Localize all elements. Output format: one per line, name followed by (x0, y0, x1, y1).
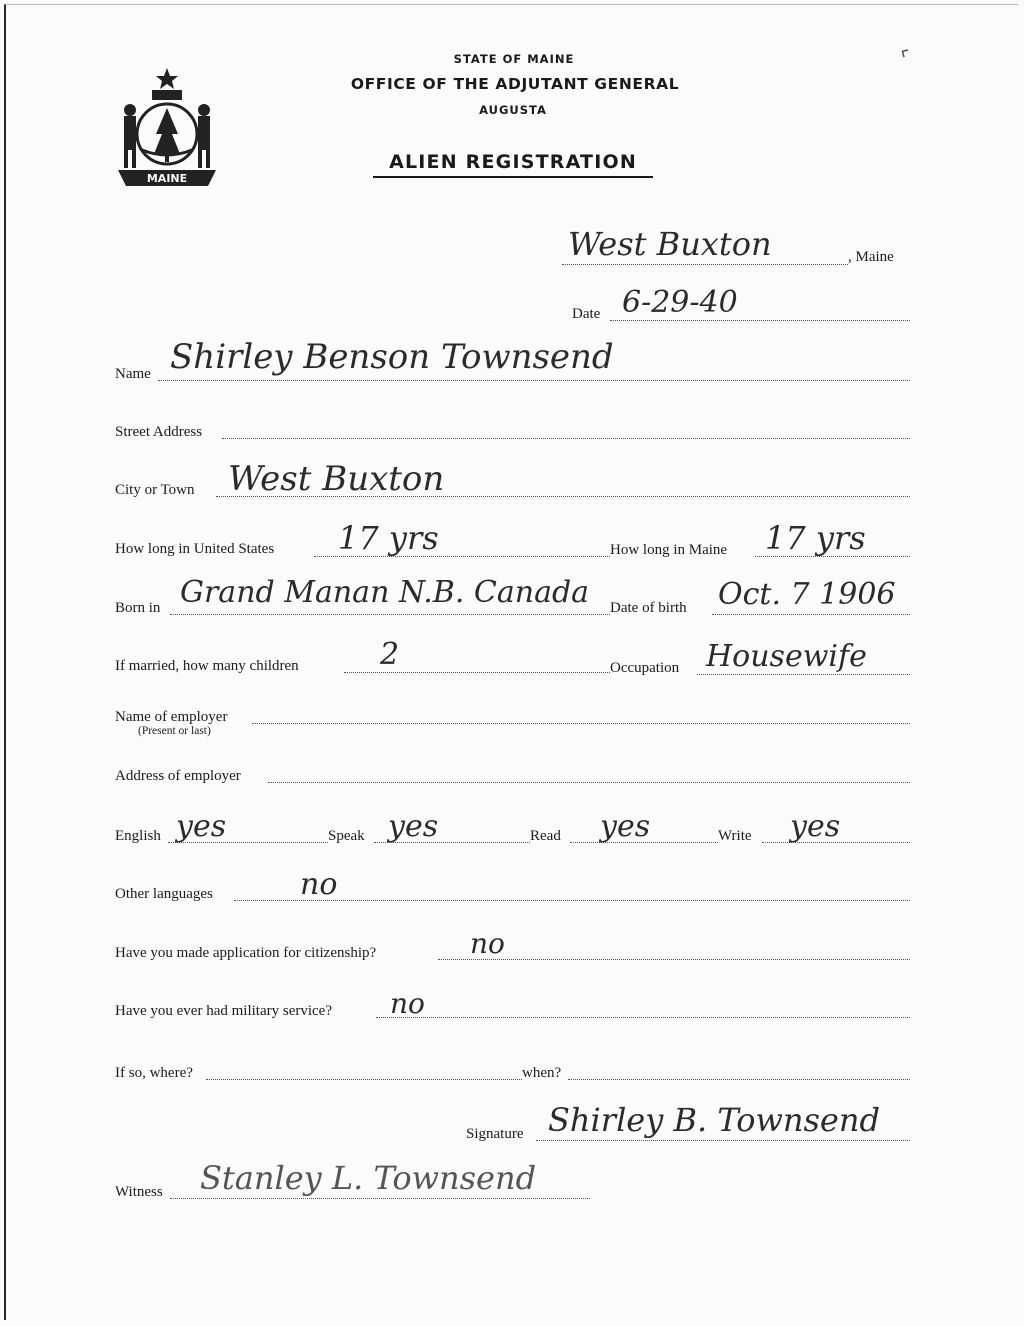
read-label: Read (530, 828, 561, 844)
write-label: Write (718, 828, 752, 844)
town-line (562, 264, 848, 265)
military-value: no (390, 987, 425, 1020)
signature-label: Signature (466, 1126, 524, 1142)
street-label: Street Address (115, 424, 203, 440)
maine-years-label: How long in Maine (610, 542, 728, 558)
when-line (568, 1079, 910, 1080)
speak-value: yes (388, 809, 439, 844)
seal-text: MAINE (146, 172, 188, 185)
write-value: yes (790, 809, 841, 844)
born-value: Grand Manan N.B. Canada (180, 575, 590, 610)
date-label: Date (572, 306, 601, 322)
date-value: 6-29-40 (622, 285, 738, 320)
occupation-label: Occupation (610, 660, 680, 676)
employer-line (252, 723, 910, 724)
speak-label: Speak (328, 828, 365, 844)
dob-label: Date of birth (610, 600, 687, 616)
employer-address-label: Address of employer (115, 768, 241, 784)
employer-address-line (268, 782, 910, 783)
signature-value: Shirley B. Townsend (548, 1101, 880, 1139)
us-years-value: 17 yrs (338, 519, 439, 557)
witness-label: Witness (115, 1184, 163, 1200)
dob-line (712, 614, 910, 615)
children-line (344, 672, 610, 673)
town-value: West Buxton (568, 225, 772, 263)
born-line (170, 614, 610, 615)
occupation-line (697, 674, 910, 675)
date-line (610, 320, 910, 321)
employer-label: Name of employer (115, 709, 228, 725)
children-label: If married, how many children (115, 658, 299, 674)
english-label: English (115, 828, 161, 844)
citizenship-line (438, 959, 910, 960)
street-line (222, 438, 910, 439)
header-state: STATE OF MAINE (453, 52, 575, 66)
when-label: when? (522, 1065, 562, 1081)
military-line (376, 1017, 910, 1018)
header-office: OFFICE OF THE ADJUTANT GENERAL (350, 75, 680, 93)
dob-value: Oct. 7 1906 (718, 577, 896, 612)
witness-value: Stanley L. Townsend (200, 1159, 537, 1197)
citizenship-label: Have you made application for citizenship? (115, 945, 377, 961)
read-value: yes (600, 809, 651, 844)
town-suffix: , Maine (848, 249, 894, 265)
signature-line (536, 1140, 910, 1141)
city-label: City or Town (115, 482, 195, 498)
name-line (158, 380, 910, 381)
name-value: Shirley Benson Townsend (170, 337, 614, 377)
maine-years-value: 17 yrs (765, 519, 866, 557)
english-value: yes (176, 809, 227, 844)
header-city: AUGUSTA (479, 103, 547, 117)
us-years-label: How long in United States (115, 541, 275, 557)
where-label: If so, where? (115, 1065, 193, 1081)
form-title: ALIEN REGISTRATION (373, 151, 653, 178)
faded-stamp (745, 1238, 985, 1256)
military-label: Have you ever had military service? (115, 1003, 332, 1019)
children-value: 2 (380, 637, 400, 672)
where-line (206, 1079, 522, 1080)
employer-sublabel: (Present or last) (138, 725, 211, 737)
witness-line (170, 1198, 590, 1199)
born-label: Born in (115, 600, 161, 616)
other-languages-label: Other languages (115, 886, 213, 902)
check-mark-icon: ⌜ (899, 47, 915, 71)
city-value: West Buxton (228, 459, 445, 499)
name-label: Name (115, 366, 151, 382)
occupation-value: Housewife (706, 639, 867, 674)
other-languages-value: no (300, 867, 338, 902)
citizenship-value: no (470, 927, 505, 960)
